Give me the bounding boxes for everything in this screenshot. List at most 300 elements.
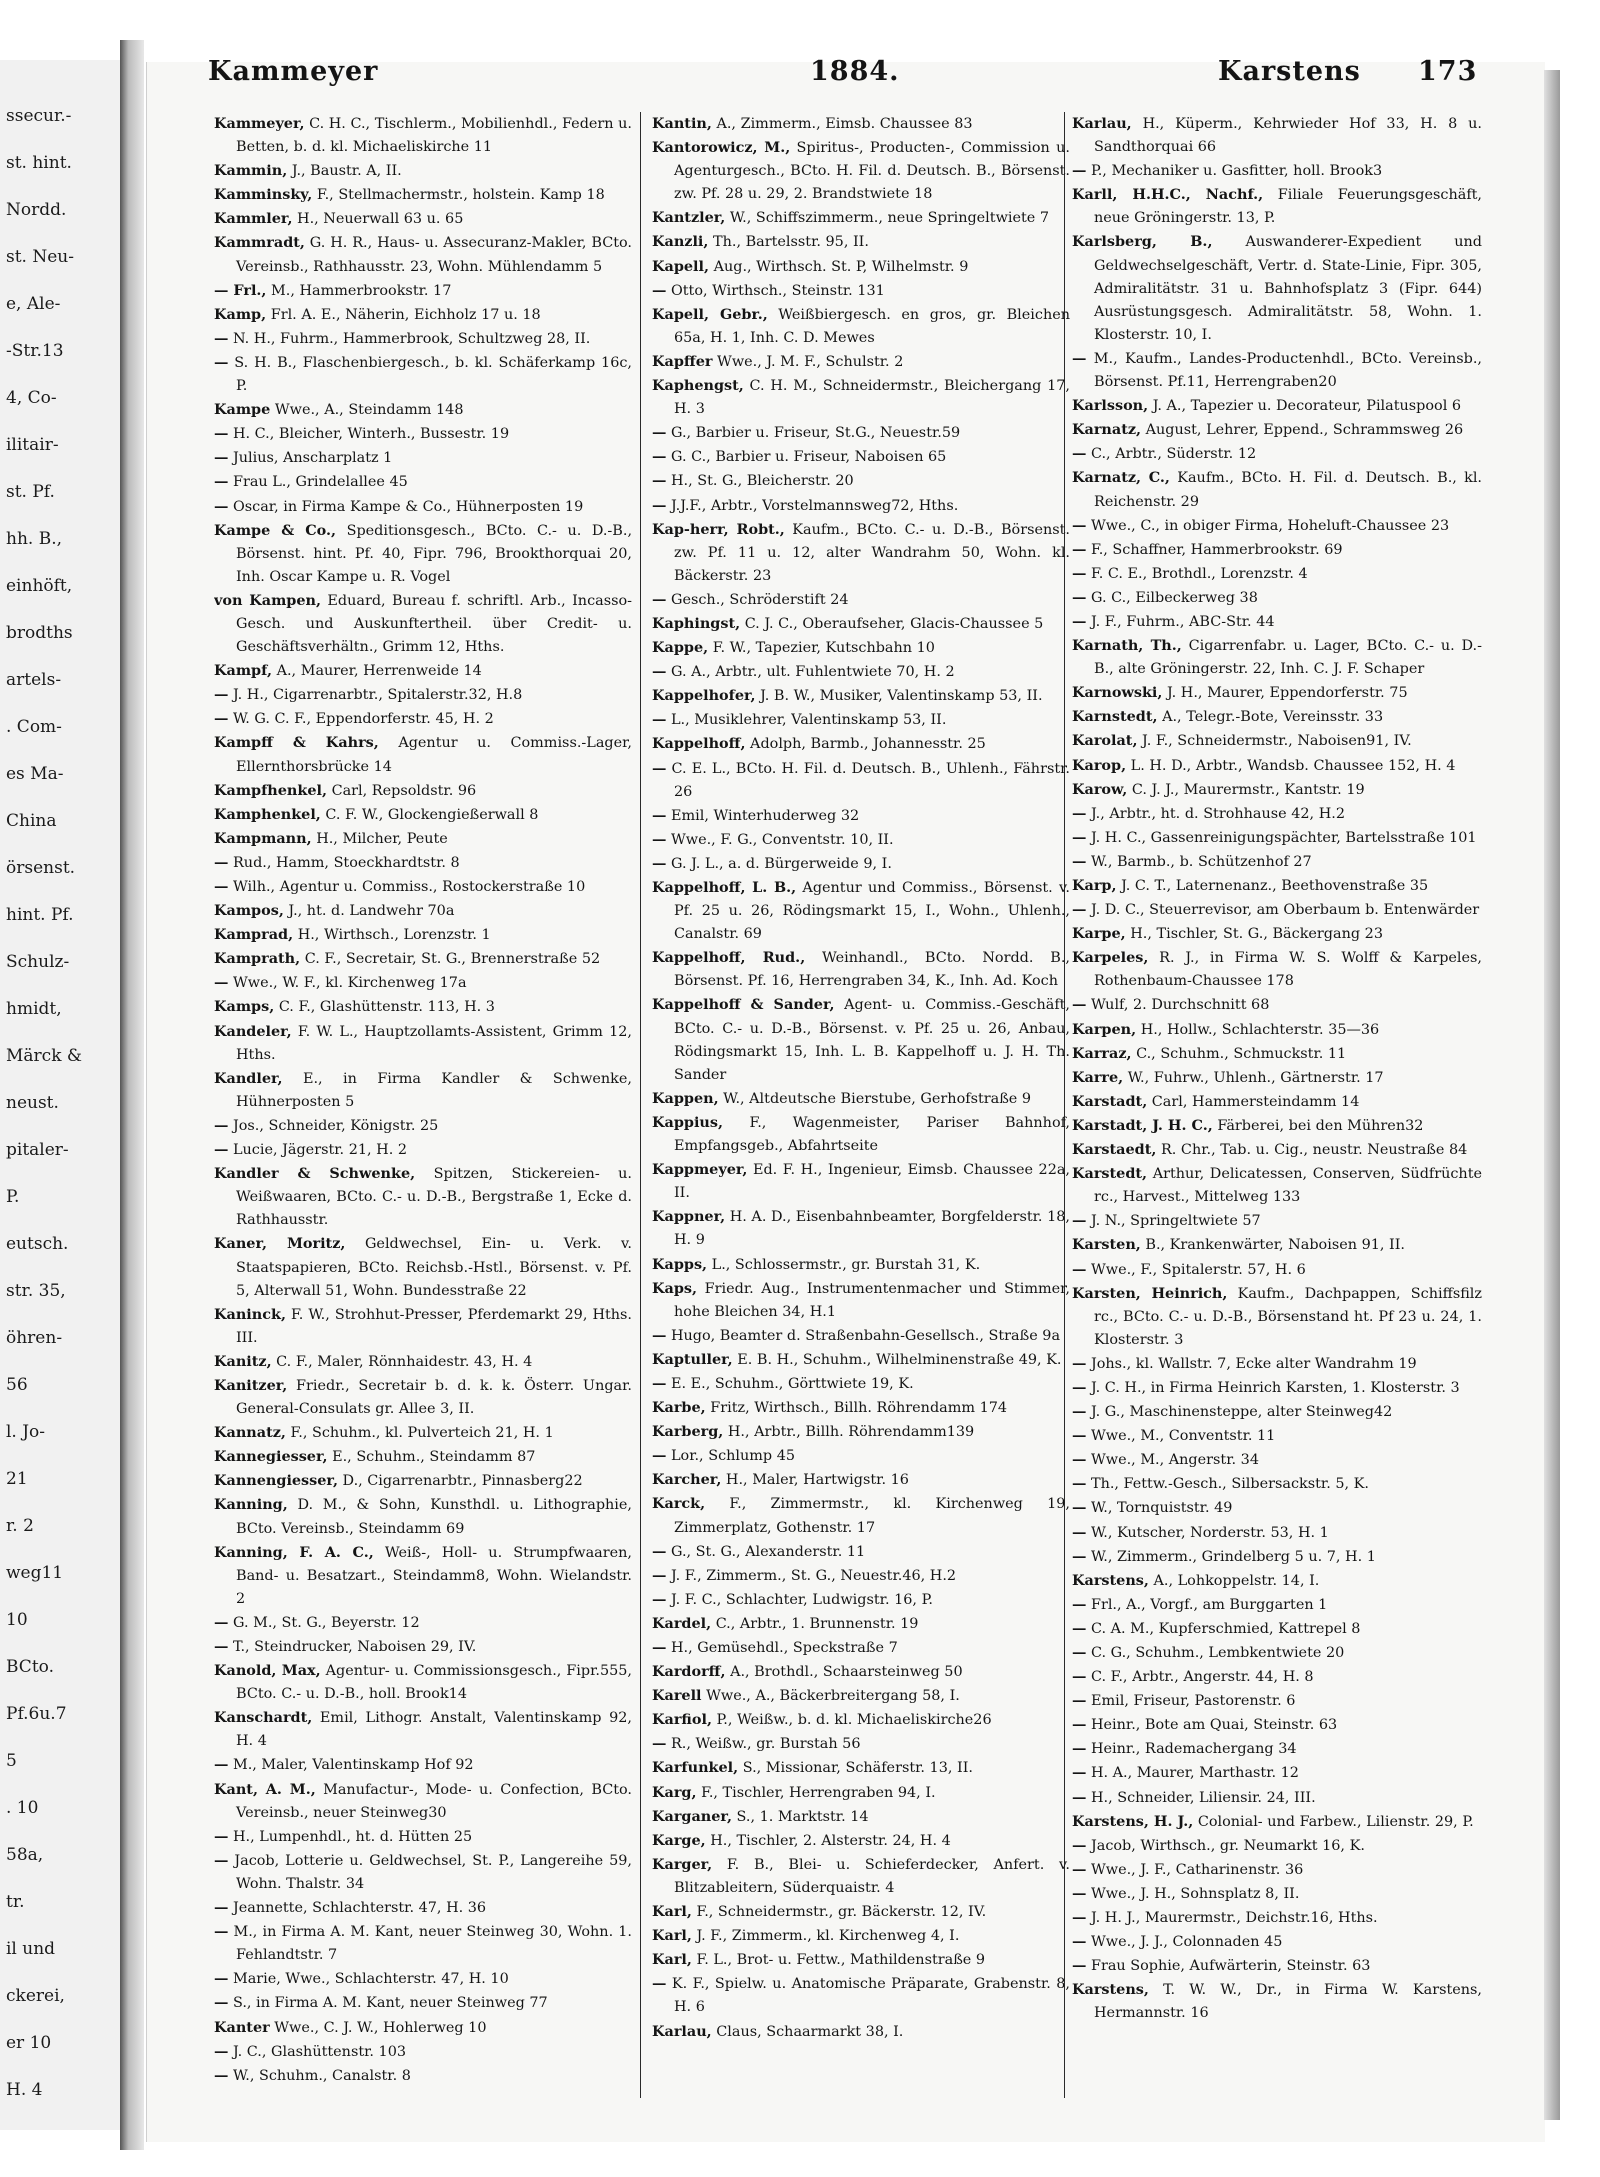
directory-entry bbox=[1072, 1906, 1482, 1930]
entry-name: Kammeyer, bbox=[214, 115, 305, 132]
entry-name: Karl, bbox=[652, 1951, 692, 1969]
entry-details: L., Musiklehrer, Valentinskamp 53, II. bbox=[670, 712, 947, 729]
previous-page-text-fragment: neust. bbox=[6, 1093, 59, 1113]
entry-details: A., Maurer, Herrenweide 14 bbox=[276, 663, 482, 680]
entry-name: — bbox=[652, 711, 667, 729]
entry-name: Kapell, bbox=[652, 257, 709, 275]
entry-name: Kamp, bbox=[214, 305, 267, 323]
previous-page-text-fragment: Pf.6u.7 bbox=[6, 1704, 67, 1724]
directory-entry bbox=[214, 1706, 632, 1753]
previous-page-text-fragment: ilitair- bbox=[6, 435, 59, 455]
directory-entry bbox=[652, 112, 1070, 136]
entry-name: — bbox=[1072, 564, 1087, 582]
entry-details: Wwe., M., Angerstr. 34 bbox=[1090, 1452, 1259, 1469]
directory-entry bbox=[652, 1420, 1070, 1444]
previous-page-text-fragment: artels- bbox=[6, 670, 62, 690]
directory-entry bbox=[214, 303, 632, 327]
directory-entry bbox=[652, 1612, 1070, 1636]
directory-entry bbox=[1072, 1066, 1482, 1090]
directory-entry bbox=[1072, 946, 1482, 993]
directory-entry bbox=[1072, 562, 1482, 586]
entry-name: — bbox=[1072, 1523, 1087, 1541]
entry-name: — bbox=[652, 1975, 667, 1993]
entry-details: F. L., Brot- u. Fettw., Mathildenstraße 9 bbox=[696, 1952, 986, 1969]
entry-name: Karll, H.H.C., Nachf., bbox=[1072, 186, 1264, 204]
entry-name: Kaptuller, bbox=[652, 1350, 733, 1368]
directory-entry bbox=[652, 421, 1070, 445]
directory-entry bbox=[214, 1753, 632, 1777]
entry-name: — bbox=[214, 473, 229, 491]
directory-entry bbox=[214, 1469, 632, 1493]
directory-entry bbox=[1072, 1978, 1482, 2025]
directory-entry bbox=[214, 1991, 632, 2015]
entry-details: C. F. W., Glockengießerwall 8 bbox=[325, 806, 539, 823]
entry-details: E. E., Schuhm., Görttwiete 19, K. bbox=[670, 1375, 914, 1392]
entry-name: Kampe & Co., bbox=[214, 521, 337, 539]
entry-name: Kanschardt, bbox=[214, 1709, 313, 1727]
directory-entry bbox=[1072, 1713, 1482, 1737]
previous-page-text-fragment: es Ma- bbox=[6, 764, 64, 784]
entry-details: Wwe., J. M. F., Schulstr. 2 bbox=[717, 353, 904, 370]
directory-entry bbox=[1072, 1496, 1482, 1520]
entry-name: Kantzler, bbox=[652, 209, 726, 227]
directory-entry bbox=[214, 1967, 632, 1991]
entry-name: Karow, bbox=[1072, 780, 1128, 798]
directory-entry bbox=[1072, 159, 1482, 183]
entry-details: Th., Fettw.-Gesch., Silbersackstr. 5, K. bbox=[1090, 1476, 1369, 1493]
previous-page-text-fragment: BCto. bbox=[6, 1657, 54, 1677]
entry-name: — bbox=[214, 1116, 229, 1134]
entry-details: Wulf, 2. Durchschnitt 68 bbox=[1090, 997, 1270, 1014]
entry-name: Karstadt, J. H. C., bbox=[1072, 1116, 1213, 1134]
directory-entry bbox=[652, 1781, 1070, 1805]
directory-entry bbox=[652, 1324, 1070, 1348]
directory-entry bbox=[1072, 705, 1482, 729]
entry-details: C. J. C., Oberaufseher, Glacis-Chaussee 5 bbox=[744, 615, 1044, 632]
entry-details: W., Tornquiststr. 49 bbox=[1090, 1500, 1233, 1517]
directory-entry bbox=[214, 1162, 632, 1232]
entry-name: — bbox=[652, 1566, 667, 1584]
directory-entry bbox=[1072, 850, 1482, 874]
entry-name: Karre, bbox=[1072, 1068, 1124, 1086]
previous-page-text-fragment: 21 bbox=[6, 1469, 28, 1489]
entry-details: F., Stellmachermstr., holstein. Kamp 18 bbox=[316, 187, 605, 204]
entry-details: F., Tischler, Herrengraben 94, I. bbox=[701, 1784, 936, 1801]
entry-name: — bbox=[652, 472, 667, 490]
directory-entry bbox=[652, 1444, 1070, 1468]
directory-entry bbox=[652, 1948, 1070, 1972]
entry-details: Frau L., Grindelallee 45 bbox=[232, 474, 408, 491]
entry-details: H. A. D., Eisenbahnbeamter, Borgfelderstr. 18, H. 9 bbox=[674, 1209, 1070, 1249]
directory-entry bbox=[1072, 1882, 1482, 1906]
entry-name: — bbox=[1072, 162, 1087, 180]
entry-name: Kappe, bbox=[652, 639, 709, 657]
entry-details: Agent- u. Commiss.-Geschäft, BCto. C.- u. D.-B., Börsenst. v. Pf. 25 u. 26, Anbau, Rödingsmarkt 15, Inh. L. B. Kappelhoff u. J. H. Th. Sander bbox=[674, 997, 1070, 1083]
directory-entry bbox=[1072, 1545, 1482, 1569]
entry-details: Agentur und Commiss., Börsenst. v. Pf. 25 u. 26, Rödingsmarkt 15, I., Wohn., Uhlenh., Canalstr. 69 bbox=[674, 880, 1070, 943]
directory-entry bbox=[652, 993, 1070, 1086]
entry-details: J., Baustr. A, II. bbox=[291, 163, 402, 180]
previous-page-text-fragment: China bbox=[6, 811, 57, 831]
entry-name: von Kampen, bbox=[214, 591, 321, 609]
entry-name: Kannegiesser, bbox=[214, 1448, 328, 1466]
entry-details: W., Kutscher, Norderstr. 53, H. 1 bbox=[1090, 1524, 1329, 1541]
directory-entry bbox=[214, 351, 632, 398]
entry-name: — bbox=[1072, 1619, 1087, 1637]
entry-details: Rud., Hamm, Stoeckhardtstr. 8 bbox=[232, 854, 460, 871]
entry-details: Wwe., W. F., kl. Kirchenweg 17a bbox=[232, 975, 467, 992]
previous-page-text-fragment: brodths bbox=[6, 623, 73, 643]
directory-entry bbox=[214, 1611, 632, 1635]
directory-entry bbox=[652, 588, 1070, 612]
entry-name: Karge, bbox=[652, 1831, 706, 1849]
entry-name: Karp, bbox=[1072, 877, 1117, 894]
directory-entry bbox=[652, 1588, 1070, 1612]
entry-details: J. D. C., Steuerrevisor, am Oberbaum b. Entenwärder bbox=[1090, 902, 1480, 919]
entry-name: Kaphingst, bbox=[652, 614, 741, 632]
directory-entry bbox=[1072, 778, 1482, 802]
entry-name: Kappelhoff, Rud., bbox=[652, 949, 806, 967]
entry-details: C., Arbtr., Süderstr. 12 bbox=[1090, 446, 1257, 463]
directory-entry bbox=[652, 1087, 1070, 1111]
directory-entry bbox=[1072, 112, 1482, 159]
entry-details: C., Arbtr., 1. Brunnenstr. 19 bbox=[715, 1615, 919, 1632]
entry-details: Weinhandl., BCto. Nordd. B., Börsenst. Pf. 16, Herrengraben 34, K., Inh. Ad. Koch bbox=[674, 950, 1070, 990]
directory-entry bbox=[214, 947, 632, 971]
directory-entry bbox=[1072, 1954, 1482, 1978]
directory-entry bbox=[1072, 754, 1482, 778]
entry-name: — bbox=[652, 1542, 667, 1560]
entry-name: — bbox=[652, 590, 667, 608]
entry-details: G. C., Eilbeckerweg 38 bbox=[1090, 589, 1258, 606]
directory-entry bbox=[1072, 1786, 1482, 1810]
entry-name: Karberg, bbox=[652, 1423, 724, 1441]
directory-entry bbox=[214, 1067, 632, 1114]
entry-details: Wwe., J. H., Sohnsplatz 8, II. bbox=[1090, 1885, 1300, 1902]
entry-name: — bbox=[214, 449, 229, 467]
previous-page-text-fragment: weg11 bbox=[6, 1563, 64, 1583]
directory-entry bbox=[652, 230, 1070, 254]
directory-entry bbox=[652, 1636, 1070, 1660]
directory-entry bbox=[214, 1020, 632, 1067]
entry-details: F. W. L., Hauptzollamts-Assistent, Grimm 12, Hths. bbox=[236, 1023, 632, 1063]
entry-details: Wwe., F., Spitalerstr. 57, H. 6 bbox=[1090, 1261, 1306, 1278]
entry-name: Kapps, bbox=[652, 1255, 708, 1273]
directory-entry bbox=[652, 1540, 1070, 1564]
entry-name: Kampmann, bbox=[214, 829, 312, 847]
directory-entry bbox=[1072, 1258, 1482, 1282]
previous-page-text-fragment: 56 bbox=[6, 1375, 28, 1395]
entry-name: — bbox=[1072, 1884, 1087, 1902]
previous-page-text-fragment: st. Neu- bbox=[6, 247, 74, 267]
entry-details: Wwe., J. J., Colonnaden 45 bbox=[1090, 1934, 1283, 1951]
directory-entry bbox=[652, 757, 1070, 804]
entry-details: Adolph, Barmb., Johannesstr. 25 bbox=[750, 736, 986, 753]
entry-details: Carl, Repsoldstr. 96 bbox=[331, 782, 477, 799]
entry-name: — bbox=[652, 663, 667, 681]
entry-name: Kappelhoff, L. B., bbox=[652, 879, 797, 896]
entry-details: N. H., Fuhrm., Hammerbrook, Schultzweg 28, II. bbox=[232, 330, 591, 347]
entry-details: J. B. W., Musiker, Valentinskamp 53, II. bbox=[760, 688, 1043, 705]
directory-entry bbox=[214, 589, 632, 659]
previous-page-text-fragment: st. hint. bbox=[6, 153, 72, 173]
entry-name: Kannatz, bbox=[214, 1424, 286, 1442]
entry-details: F., Wagenmeister, Pariser Bahnhof, Empfangsgeb., Abfahrtseite bbox=[674, 1114, 1070, 1155]
directory-entry bbox=[1072, 1521, 1482, 1545]
entry-name: — bbox=[1072, 612, 1087, 630]
entry-details: A., Lohkoppelstr. 14, I. bbox=[1153, 1572, 1320, 1589]
directory-entry bbox=[214, 2016, 632, 2040]
directory-entry bbox=[652, 660, 1070, 684]
previous-page-text-fragment: -Str.13 bbox=[6, 341, 64, 361]
directory-entry bbox=[652, 804, 1070, 828]
entry-name: Karlsberg, B., bbox=[1072, 233, 1213, 251]
entry-details: A., Brothdl., Schaarsteinweg 50 bbox=[730, 1664, 963, 1681]
entry-details: C. F., Maler, Rönnhaidestr. 43, H. 4 bbox=[276, 1353, 533, 1370]
entry-details: J. H., Maurer, Eppendorferstr. 75 bbox=[1167, 685, 1408, 702]
directory-entry bbox=[1072, 610, 1482, 634]
entry-name: — bbox=[652, 1735, 667, 1753]
entry-name: — bbox=[1072, 1475, 1087, 1493]
entry-name: Karpe, bbox=[1072, 925, 1126, 943]
entry-name: Karfunkel, bbox=[652, 1759, 739, 1777]
entry-details: Filiale Feuerungsgeschäft, neue Gröningerstr. 13, P. bbox=[1094, 187, 1482, 227]
entry-name: — bbox=[652, 496, 667, 514]
previous-page-text-fragment: örsenst. bbox=[6, 858, 76, 878]
entry-name: — bbox=[1072, 349, 1087, 367]
directory-entry bbox=[214, 1778, 632, 1825]
entry-name: Karnstedt, bbox=[1072, 708, 1158, 726]
directory-entry bbox=[1072, 1617, 1482, 1641]
entry-name: — bbox=[1072, 1957, 1087, 1975]
entry-details: C., Schuhm., Schmuckstr. 11 bbox=[1136, 1045, 1347, 1062]
directory-entry bbox=[214, 803, 632, 827]
entry-details: M., Maler, Valentinskamp Hof 92 bbox=[232, 1757, 474, 1774]
entry-name: Kannengiesser, bbox=[214, 1472, 338, 1490]
directory-entry bbox=[1072, 1162, 1482, 1209]
entry-name: Karcher, bbox=[652, 1471, 722, 1489]
directory-entry bbox=[1072, 826, 1482, 850]
entry-details: G., St. G., Alexanderstr. 11 bbox=[670, 1543, 866, 1560]
entry-name: Kant, A. M., bbox=[214, 1780, 316, 1798]
directory-entry bbox=[652, 1972, 1070, 2019]
directory-entry bbox=[652, 1372, 1070, 1396]
entry-name: Kammin, bbox=[214, 162, 288, 180]
directory-entry bbox=[652, 445, 1070, 469]
entry-name: Karganer, bbox=[652, 1807, 732, 1825]
entry-name: Kantin, bbox=[652, 115, 712, 132]
directory-entry bbox=[214, 1421, 632, 1445]
entry-details: J. F., Fuhrm., ABC-Str. 44 bbox=[1090, 613, 1275, 630]
previous-page-text-fragment: hh. B., bbox=[6, 529, 63, 549]
entry-name: Kap-herr, Robt., bbox=[652, 520, 785, 538]
entry-name: Kardel, bbox=[652, 1614, 712, 1632]
entry-details: W. G. C. F., Eppendorferstr. 45, H. 2 bbox=[232, 711, 494, 728]
entry-name: Kampe bbox=[214, 401, 271, 419]
directory-entry bbox=[652, 1853, 1070, 1900]
entry-name: — bbox=[1072, 540, 1087, 558]
entry-details: Johs., kl. Wallstr. 7, Ecke alter Wandrahm 19 bbox=[1090, 1355, 1417, 1372]
entry-name: — bbox=[214, 974, 229, 992]
entry-name: Karstaedt, bbox=[1072, 1141, 1157, 1159]
entry-details: Jeannette, Schlachterstr. 47, H. 36 bbox=[232, 1900, 487, 1917]
directory-entry bbox=[214, 1138, 632, 1162]
directory-entry bbox=[652, 1468, 1070, 1492]
directory-entry bbox=[652, 1205, 1070, 1252]
directory-entry bbox=[214, 231, 632, 278]
entry-details: A., Telegr.-Bote, Vereinsstr. 33 bbox=[1162, 709, 1384, 726]
entry-details: W., Fuhrw., Uhlenh., Gärtnerstr. 17 bbox=[1127, 1069, 1384, 1086]
directory-entry bbox=[1072, 922, 1482, 946]
page-edge-shadow bbox=[1544, 70, 1560, 2120]
entry-name: — bbox=[214, 1141, 229, 1159]
directory-entry bbox=[1072, 1376, 1482, 1400]
entry-name: Karbe, bbox=[652, 1399, 706, 1417]
entry-details: J. H. C., Gassenreinigungspächter, Bartelsstraße 101 bbox=[1090, 829, 1477, 846]
entry-details: Claus, Schaarmarkt 38, I. bbox=[716, 2023, 904, 2040]
directory-entry bbox=[652, 303, 1070, 350]
entry-details: J. C. H., in Firma Heinrich Karsten, 1. Klosterstr. 3 bbox=[1090, 1379, 1460, 1396]
entry-name: Karstens, bbox=[1072, 1571, 1149, 1589]
directory-entry bbox=[1072, 993, 1482, 1017]
previous-page-text-fragment: Schulz- bbox=[6, 952, 70, 972]
running-head-last-entry: Karstens bbox=[1218, 56, 1361, 87]
directory-entry bbox=[652, 1111, 1070, 1158]
entry-details: Heinr., Rademachergang 34 bbox=[1090, 1741, 1297, 1758]
entry-name: — bbox=[214, 1970, 229, 1988]
entry-details: W., Altdeutsche Bierstube, Gerhofstraße 9 bbox=[723, 1090, 1032, 1107]
entry-name: Karger, bbox=[652, 1855, 713, 1873]
entry-details: Wwe., C., in obiger Firma, Hoheluft-Chaussee 23 bbox=[1090, 517, 1450, 534]
entry-details: Emil, Winterhuderweg 32 bbox=[670, 807, 860, 824]
entry-name: — bbox=[1072, 1378, 1087, 1396]
entry-name: Kaner, Moritz, bbox=[214, 1235, 346, 1253]
entry-details: H., Schneider, Liliensir. 24, III. bbox=[1090, 1789, 1316, 1806]
entry-name: — bbox=[652, 1326, 667, 1344]
directory-entry bbox=[214, 1659, 632, 1706]
directory-entry bbox=[1072, 586, 1482, 610]
entry-name: Karfiol, bbox=[652, 1711, 712, 1729]
entry-details: Weiß-, Holl- u. Strumpfwaaren, Band- u. Besatzart., Steindamm8, Wohn. Wielandstr. 2 bbox=[236, 1544, 632, 1607]
directory-entry bbox=[1072, 634, 1482, 681]
entry-name: — bbox=[214, 497, 229, 515]
entry-name: Kapffer bbox=[652, 352, 713, 370]
entry-details: Lor., Schlump 45 bbox=[670, 1448, 796, 1465]
entry-name: Karck, bbox=[652, 1495, 706, 1513]
directory-entry bbox=[214, 851, 632, 875]
entry-details: T., Steindrucker, Naboisen 29, IV. bbox=[232, 1639, 477, 1655]
entry-details: D., Cigarrenarbtr., Pinnasberg22 bbox=[342, 1473, 583, 1490]
entry-name: Kaphengst, bbox=[652, 377, 744, 395]
entry-details: G. A., Arbtr., ult. Fuhlentwiete 70, H. 2 bbox=[670, 664, 955, 681]
entry-details: G., Barbier u. Friseur, St.G., Neuestr.59 bbox=[670, 425, 961, 442]
entry-details: F. W., Strohhut-Presser, Pferdemarkt 29, Hths. III. bbox=[236, 1306, 632, 1346]
directory-entry bbox=[652, 732, 1070, 756]
entry-name: Kappelhoff & Sander, bbox=[652, 996, 835, 1014]
directory-entry bbox=[214, 1374, 632, 1421]
entry-name: Kardorff, bbox=[652, 1663, 726, 1681]
entry-name: — bbox=[1072, 828, 1087, 846]
directory-entry bbox=[652, 255, 1070, 279]
entry-name: — bbox=[214, 425, 229, 443]
entry-details: S. H. B., Flaschenbiergesch., b. kl. Schäferkamp 16c, P. bbox=[234, 354, 632, 395]
previous-page-fragment bbox=[0, 60, 122, 2130]
previous-page-text-fragment: e, Ale- bbox=[6, 294, 61, 314]
entry-details: H. A., Maurer, Marthastr. 12 bbox=[1090, 1765, 1299, 1782]
entry-details: F. B., Blei- u. Schieferdecker, Anfert. v. Blitzableitern, Süderquaistr. 4 bbox=[674, 1856, 1070, 1896]
directory-entry bbox=[1072, 874, 1482, 898]
entry-name: Kappelhofer, bbox=[652, 687, 756, 705]
entry-name: Karnatz, C., bbox=[1072, 469, 1170, 487]
entry-name: Kampff & Kahrs, bbox=[214, 734, 379, 752]
entry-details: H., St. G., Bleicherstr. 20 bbox=[670, 473, 854, 490]
directory-entry bbox=[652, 1732, 1070, 1756]
directory-entry bbox=[1072, 1114, 1482, 1138]
entry-name: Kanitzer, bbox=[214, 1376, 288, 1394]
entry-name: — bbox=[214, 2042, 229, 2060]
entry-name: Kanold, Max, bbox=[214, 1662, 321, 1680]
previous-page-text-fragment: hint. Pf. bbox=[6, 905, 74, 925]
directory-entry bbox=[214, 875, 632, 899]
entry-name: — bbox=[652, 806, 667, 824]
entry-details: Frl. A. E., Näherin, Eichholz 17 u. 18 bbox=[270, 306, 541, 323]
entry-name: Kanning, bbox=[214, 1496, 288, 1514]
directory-entry bbox=[1072, 1930, 1482, 1954]
entry-details: H., Hollw., Schlachterstr. 35—36 bbox=[1140, 1021, 1380, 1038]
entry-details: Emil, Lithogr. Anstalt, Valentinskamp 92, H. 4 bbox=[236, 1710, 632, 1750]
previous-page-text-fragment: Nordd. bbox=[6, 200, 67, 220]
directory-column-2 bbox=[652, 112, 1070, 2044]
entry-name: Kanter bbox=[214, 2018, 270, 2036]
directory-entry bbox=[652, 876, 1070, 946]
entry-name: Kampfhenkel, bbox=[214, 781, 327, 799]
directory-entry bbox=[1072, 802, 1482, 826]
entry-details: S., 1. Marktstr. 14 bbox=[736, 1808, 869, 1825]
entry-details: Emil, Friseur, Pastorenstr. 6 bbox=[1090, 1693, 1296, 1710]
entry-details: P., Mechaniker u. Gasfitter, holl. Brook3 bbox=[1090, 163, 1383, 180]
entry-name: — bbox=[1072, 1764, 1087, 1782]
entry-details: B., Krankenwärter, Naboisen 91, II. bbox=[1145, 1237, 1405, 1254]
directory-entry bbox=[652, 612, 1070, 636]
directory-entry bbox=[214, 1232, 632, 1302]
entry-name: — bbox=[214, 710, 229, 728]
entry-details: Wwe., A., Bäckerbreitergang 58, I. bbox=[706, 1688, 960, 1705]
entry-details: H., Maler, Hartwigstr. 16 bbox=[725, 1472, 909, 1489]
entry-name: — bbox=[1072, 1644, 1087, 1661]
directory-entry bbox=[1072, 1810, 1482, 1834]
directory-entry bbox=[1072, 1282, 1482, 1352]
entry-details: C. H. C., Tischlerm., Mobilienhdl., Federn u. Betten, b. d. kl. Michaeliskirche 11 bbox=[236, 116, 632, 156]
entry-details: Friedr. Aug., Instrumentenmacher und Stimmer, hohe Bleichen 34, H.1 bbox=[674, 1280, 1070, 1320]
entry-name: — bbox=[1072, 996, 1087, 1014]
directory-entry bbox=[214, 327, 632, 351]
entry-details: E. B. H., Schuhm., Wilhelminenstraße 49, K. bbox=[737, 1351, 1062, 1368]
directory-entry bbox=[1072, 1858, 1482, 1882]
directory-entry bbox=[652, 946, 1070, 993]
book-gutter bbox=[120, 40, 144, 2150]
running-head-first-entry: Kammeyer bbox=[208, 56, 379, 87]
entry-details: Aug., Wirthsch. St. P, Wilhelmstr. 9 bbox=[713, 258, 969, 275]
entry-name: Kantorowicz, M., bbox=[652, 139, 791, 157]
entry-details: F., Zimmermstr., kl. Kirchenweg 19, Zimmerplatz, Gothenstr. 17 bbox=[674, 1496, 1070, 1536]
entry-details: Ed. F. H., Ingenieur, Eimsb. Chaussee 22a, II. bbox=[674, 1162, 1070, 1202]
entry-name: — bbox=[1072, 1354, 1087, 1372]
directory-entry bbox=[652, 1684, 1070, 1708]
directory-entry bbox=[1072, 1042, 1482, 1066]
entry-details: Oscar, in Firma Kampe & Co., Hühnerposten 19 bbox=[232, 498, 584, 515]
entry-details: Frau Sophie, Aufwärterin, Steinstr. 63 bbox=[1090, 1958, 1371, 1975]
entry-name: — bbox=[652, 448, 667, 466]
